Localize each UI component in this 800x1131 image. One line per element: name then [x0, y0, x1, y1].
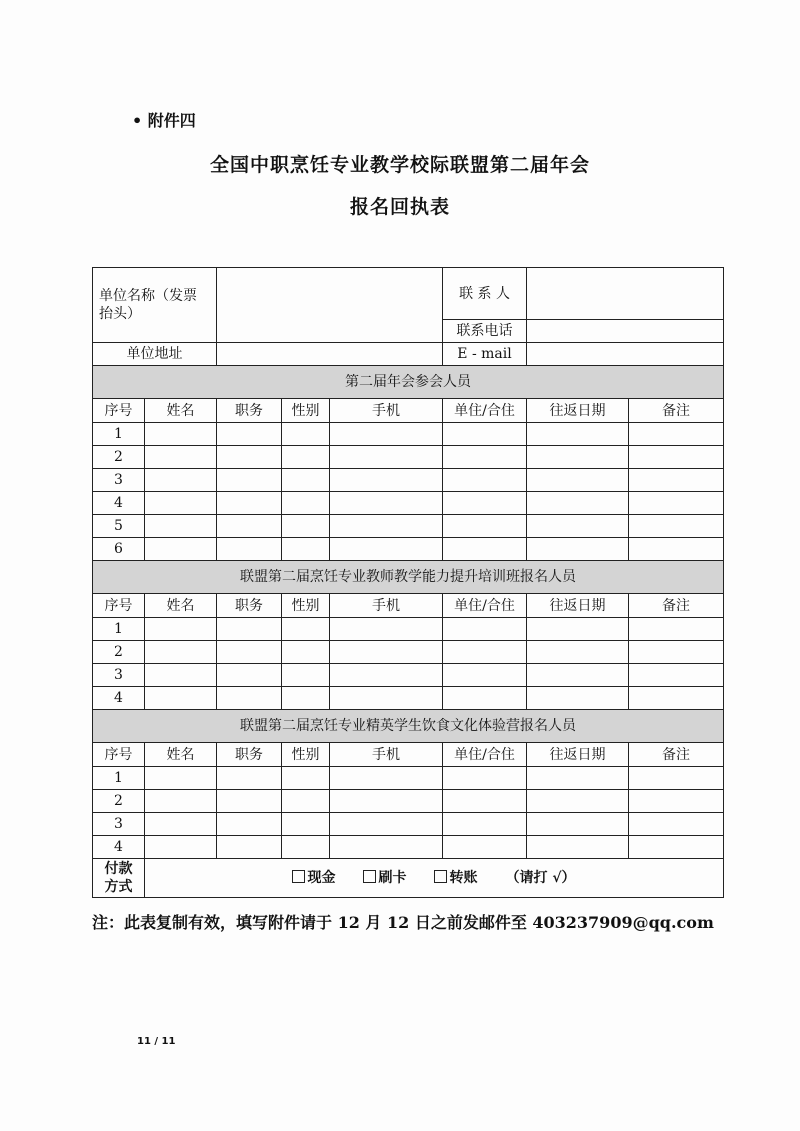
row-number: 4: [93, 687, 145, 710]
entry-cell[interactable]: [282, 538, 330, 561]
entry-cell[interactable]: [145, 515, 217, 538]
entry-cell[interactable]: [443, 423, 527, 446]
entry-cell[interactable]: [527, 790, 629, 813]
entry-cell[interactable]: [145, 813, 217, 836]
entry-cell[interactable]: [145, 446, 217, 469]
entry-cell[interactable]: [330, 687, 443, 710]
entry-cell[interactable]: [443, 446, 527, 469]
column-header: 备注: [629, 594, 724, 618]
entry-cell[interactable]: [629, 423, 724, 446]
attachment-label: • 附件四: [132, 111, 196, 130]
row-number: 2: [93, 641, 145, 664]
entry-cell[interactable]: [443, 836, 527, 859]
entry-cell[interactable]: [443, 813, 527, 836]
entry-cell[interactable]: [527, 767, 629, 790]
entry-cell[interactable]: [217, 641, 282, 664]
entry-cell[interactable]: [629, 767, 724, 790]
entry-cell[interactable]: [629, 813, 724, 836]
entry-cell[interactable]: [443, 538, 527, 561]
entry-cell[interactable]: [527, 469, 629, 492]
row-number: 6: [93, 538, 145, 561]
payment-hint: （请打 √）: [505, 870, 576, 886]
column-header: 序号: [93, 399, 145, 423]
entry-cell[interactable]: [527, 836, 629, 859]
table-row: [93, 767, 724, 790]
payment-options: [145, 859, 724, 898]
column-header: 职务: [217, 594, 282, 618]
entry-cell[interactable]: [217, 492, 282, 515]
column-header: 往返日期: [527, 399, 629, 423]
entry-cell[interactable]: [145, 687, 217, 710]
entry-cell[interactable]: [145, 618, 217, 641]
payment-option-transfer[interactable]: 转账: [434, 869, 477, 887]
payment-row: [93, 859, 724, 898]
entry-cell[interactable]: [330, 423, 443, 446]
entry-cell[interactable]: [282, 446, 330, 469]
entry-cell[interactable]: [629, 687, 724, 710]
entry-cell[interactable]: [629, 836, 724, 859]
entry-cell[interactable]: [527, 423, 629, 446]
entry-cell[interactable]: [443, 767, 527, 790]
entry-cell[interactable]: [443, 492, 527, 515]
table-row: [93, 423, 724, 446]
entry-cell[interactable]: [629, 515, 724, 538]
email-field[interactable]: [527, 343, 724, 366]
entry-cell[interactable]: [217, 618, 282, 641]
column-header: 职务: [217, 743, 282, 767]
entry-cell[interactable]: [527, 492, 629, 515]
row-number: 3: [93, 813, 145, 836]
entry-cell[interactable]: [629, 790, 724, 813]
entry-cell[interactable]: [217, 664, 282, 687]
entry-cell[interactable]: [527, 515, 629, 538]
column-header: 手机: [330, 399, 443, 423]
payment-option-cash[interactable]: 现金: [292, 869, 335, 887]
table-row: [93, 790, 724, 813]
column-header: 序号: [93, 594, 145, 618]
entry-cell[interactable]: [145, 538, 217, 561]
entry-cell[interactable]: [527, 687, 629, 710]
entry-cell[interactable]: [145, 790, 217, 813]
page-number: 11 / 11: [137, 1036, 176, 1047]
table-row: [93, 836, 724, 859]
checkbox-icon[interactable]: [292, 870, 305, 883]
entry-cell[interactable]: [443, 641, 527, 664]
entry-cell[interactable]: [282, 767, 330, 790]
row-number: 1: [93, 767, 145, 790]
table-row: [93, 641, 724, 664]
entry-cell[interactable]: [330, 538, 443, 561]
table-row: [93, 492, 724, 515]
row-number: 2: [93, 446, 145, 469]
column-header: 性别: [282, 594, 330, 618]
entry-cell[interactable]: [443, 664, 527, 687]
entry-cell[interactable]: [145, 423, 217, 446]
table-row: [93, 687, 724, 710]
entry-cell[interactable]: [145, 767, 217, 790]
entry-cell[interactable]: [145, 469, 217, 492]
column-header: 手机: [330, 594, 443, 618]
entry-cell[interactable]: [443, 687, 527, 710]
entry-cell[interactable]: [330, 767, 443, 790]
unit-name-label: 单位名称（发票 抬头）: [93, 268, 217, 343]
table-row: [93, 664, 724, 687]
entry-cell[interactable]: [629, 492, 724, 515]
column-header: 性别: [282, 743, 330, 767]
entry-cell[interactable]: [217, 687, 282, 710]
entry-cell[interactable]: [282, 469, 330, 492]
entry-cell[interactable]: [527, 446, 629, 469]
column-header-row: [93, 743, 724, 767]
entry-cell[interactable]: [217, 790, 282, 813]
entry-cell[interactable]: [527, 538, 629, 561]
row-number: 5: [93, 515, 145, 538]
contact-phone-label: 联系电话: [443, 320, 527, 343]
entry-cell[interactable]: [527, 641, 629, 664]
entry-cell[interactable]: [629, 664, 724, 687]
column-header: 职务: [217, 399, 282, 423]
entry-cell[interactable]: [629, 641, 724, 664]
column-header: 姓名: [145, 594, 217, 618]
entry-cell[interactable]: [330, 664, 443, 687]
entry-cell[interactable]: [443, 469, 527, 492]
section-title: 联盟第二届烹饪专业精英学生饮食文化体验营报名人员: [93, 710, 724, 743]
document-subtitle: 报名回执表: [349, 196, 450, 218]
table-row: [93, 515, 724, 538]
table-row: [93, 618, 724, 641]
row-number: 4: [93, 836, 145, 859]
entry-cell[interactable]: [217, 423, 282, 446]
table-row: [93, 813, 724, 836]
checkbox-icon[interactable]: [434, 870, 447, 883]
contact-person-field[interactable]: [527, 268, 724, 320]
entry-cell[interactable]: [217, 515, 282, 538]
entry-cell[interactable]: [629, 469, 724, 492]
entry-cell[interactable]: [217, 836, 282, 859]
entry-cell[interactable]: [282, 813, 330, 836]
entry-cell[interactable]: [217, 538, 282, 561]
column-header: 往返日期: [527, 594, 629, 618]
entry-cell[interactable]: [527, 664, 629, 687]
contact-person-label: 联 系 人: [443, 268, 527, 320]
entry-cell[interactable]: [282, 618, 330, 641]
entry-cell[interactable]: [282, 790, 330, 813]
payment-option-card[interactable]: 刷卡: [363, 869, 406, 887]
row-number: 1: [93, 423, 145, 446]
document-title: 全国中职烹饪专业教学校际联盟第二届年会: [209, 154, 590, 176]
column-header: 备注: [629, 743, 724, 767]
column-header: 序号: [93, 743, 145, 767]
entry-cell[interactable]: [629, 538, 724, 561]
contact-phone-field[interactable]: [527, 320, 724, 343]
row-number: 3: [93, 664, 145, 687]
column-header: 性别: [282, 399, 330, 423]
entry-cell[interactable]: [282, 836, 330, 859]
entry-cell[interactable]: [145, 836, 217, 859]
column-header: 手机: [330, 743, 443, 767]
section-title: 第二届年会参会人员: [93, 366, 724, 399]
column-header: 姓名: [145, 743, 217, 767]
entry-cell[interactable]: [443, 618, 527, 641]
payment-label: 付款 方式: [93, 859, 145, 898]
column-header: 备注: [629, 399, 724, 423]
entry-cell[interactable]: [330, 515, 443, 538]
entry-cell[interactable]: [282, 492, 330, 515]
row-number: 3: [93, 469, 145, 492]
table-row: [93, 538, 724, 561]
row-number: 4: [93, 492, 145, 515]
entry-cell[interactable]: [527, 618, 629, 641]
column-header: 单住/合住: [443, 399, 527, 423]
email-label: E - mail: [443, 343, 527, 366]
entry-cell[interactable]: [330, 813, 443, 836]
entry-cell[interactable]: [330, 469, 443, 492]
row-number: 1: [93, 618, 145, 641]
checkbox-icon[interactable]: [363, 870, 376, 883]
entry-cell[interactable]: [145, 492, 217, 515]
row-number: 2: [93, 790, 145, 813]
entry-cell[interactable]: [330, 836, 443, 859]
entry-cell[interactable]: [282, 641, 330, 664]
column-header: 单住/合住: [443, 594, 527, 618]
entry-cell[interactable]: [330, 446, 443, 469]
unit-address-field[interactable]: [217, 343, 443, 366]
entry-cell[interactable]: [330, 618, 443, 641]
unit-address-label: 单位地址: [93, 343, 217, 366]
entry-cell[interactable]: [282, 423, 330, 446]
unit-name-field[interactable]: [217, 268, 443, 343]
entry-cell[interactable]: [217, 469, 282, 492]
table-row: [93, 469, 724, 492]
entry-cell[interactable]: [217, 767, 282, 790]
registration-form-table: [92, 267, 724, 898]
entry-cell[interactable]: [145, 664, 217, 687]
entry-cell[interactable]: [217, 813, 282, 836]
entry-cell[interactable]: [629, 618, 724, 641]
entry-cell[interactable]: [330, 492, 443, 515]
entry-cell[interactable]: [330, 790, 443, 813]
footer-note: 注：此表复制有效，填写附件请于 12 月 12 日之前发邮件至 403237909@qq.com: [92, 913, 714, 932]
column-header-row: [93, 399, 724, 423]
column-header: 单住/合住: [443, 743, 527, 767]
column-header: 姓名: [145, 399, 217, 423]
entry-cell[interactable]: [629, 446, 724, 469]
column-header-row: [93, 594, 724, 618]
entry-cell[interactable]: [443, 790, 527, 813]
entry-cell[interactable]: [330, 641, 443, 664]
entry-cell[interactable]: [282, 515, 330, 538]
section-title: 联盟第二届烹饪专业教师教学能力提升培训班报名人员: [93, 561, 724, 594]
entry-cell[interactable]: [527, 813, 629, 836]
entry-cell[interactable]: [282, 687, 330, 710]
table-row: [93, 446, 724, 469]
entry-cell[interactable]: [443, 515, 527, 538]
entry-cell[interactable]: [217, 446, 282, 469]
entry-cell[interactable]: [282, 664, 330, 687]
entry-cell[interactable]: [145, 641, 217, 664]
column-header: 往返日期: [527, 743, 629, 767]
